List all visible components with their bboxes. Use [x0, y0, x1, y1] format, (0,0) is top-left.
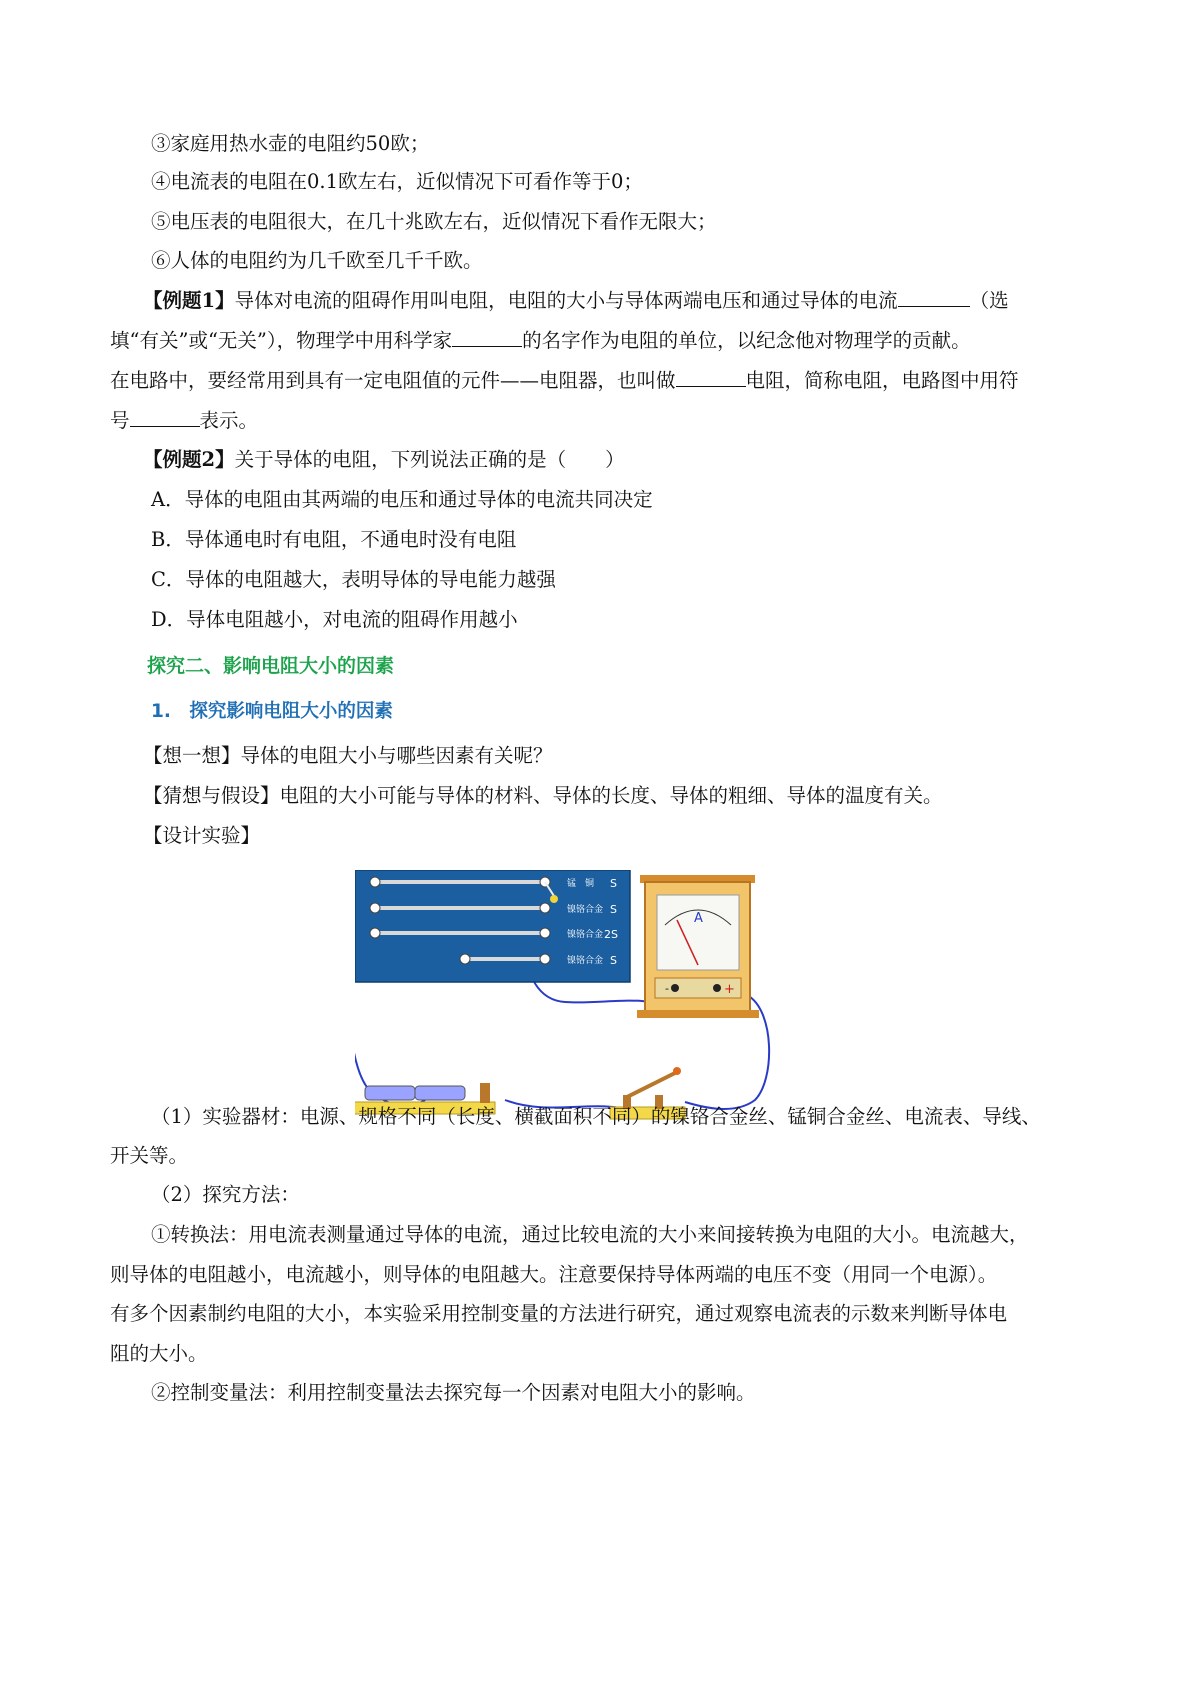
equipment-text: （1）实验器材：电源、规格不同（长度、横截面积不同）的镍铬合金丝、锰铜合金丝、电流表、导线、 [151, 1105, 1041, 1128]
example1-line2: 填“有关”或“无关”），物理学中用科学家 的名字作为电阻的单位，以纪念他对物理学的贡献。 [110, 326, 971, 355]
design-heading: 【设计实验】 [143, 824, 261, 847]
example1-line4: 号 表示。 [110, 406, 258, 435]
example1-line3: 在电路中，要经常用到具有一定电阻值的元件——电阻器，也叫做 电阻，简称电阻，电路图中用符 [110, 366, 1019, 395]
example2-label: 【例题2】 [143, 448, 235, 471]
hypothesis-text: 【猜想与假设】电阻的大小可能与导体的材料、导体的长度、导体的粗细、导体的温度有关。 [143, 784, 943, 807]
answer-blank[interactable] [676, 366, 746, 387]
board-label: 镍铬合金 [567, 930, 604, 940]
meter-letter: A [694, 911, 703, 926]
answer-blank[interactable] [898, 286, 970, 307]
board-size: S [610, 954, 617, 967]
meter-plus: + [724, 982, 735, 997]
list-item: ⑥人体的电阻约为几千欧至几千千欧。 [151, 249, 483, 272]
example1-label: 【例题1】 [143, 289, 235, 312]
board-label: 镍铬合金 [567, 956, 604, 966]
method-title: （2）探究方法： [151, 1183, 300, 1206]
subsection-title: 1. 探究影响电阻大小的因素 [151, 701, 393, 722]
board-label: 锰 铜 [567, 879, 595, 889]
equipment-text-cont: 开关等。 [110, 1144, 189, 1167]
ammeter [637, 875, 759, 1018]
method1-line: 阻的大小。 [110, 1342, 208, 1365]
option-b[interactable]: B．导体通电时有电阻，不通电时没有电阻 [151, 528, 517, 551]
section-title: 探究二、影响电阻大小的因素 [147, 655, 395, 677]
list-item: ⑤电压表的电阻很大，在几十兆欧左右，近似情况下看作无限大； [151, 210, 717, 233]
board-size: S [610, 903, 617, 916]
option-d[interactable]: D．导体电阻越小，对电流的阻碍作用越小 [151, 608, 518, 631]
clip-icon [550, 895, 558, 903]
method1-line: 则导体的电阻越小，电流越小，则导体的电阻越大。注意要保持导体两端的电压不变（用同一个电源）。 [110, 1263, 998, 1286]
think-prompt: 【想一想】导体的电阻大小与哪些因素有关呢？ [143, 744, 553, 767]
board-size: 2S [604, 928, 618, 941]
example1-line1: 【例题1】导体对电流的阻碍作用叫电阻，电阻的大小与导体两端电压和通过导体的电流 （选 [143, 286, 1009, 315]
battery-icon [415, 1086, 465, 1100]
answer-blank[interactable] [130, 406, 200, 427]
board-size: S [610, 877, 617, 890]
battery-icon [365, 1086, 415, 1100]
board-label: 镍铬合金 [567, 905, 604, 915]
meter-minus: - [665, 982, 669, 995]
method1-line: 有多个因素制约电阻的大小，本实验采用控制变量的方法进行研究，通过观察电流表的示数来判断导体电 [110, 1302, 1008, 1325]
method1-line: ①转换法：用电流表测量通过导体的电流，通过比较电流的大小来间接转换为电阻的大小。电流越大， [151, 1223, 1029, 1246]
option-c[interactable]: C．导体的电阻越大，表明导体的导电能力越强 [151, 568, 556, 591]
example2-stem: 【例题2】关于导体的电阻，下列说法正确的是（ ） [143, 448, 625, 471]
method2-line: ②控制变量法：利用控制变量法去探究每一个因素对电阻大小的影响。 [151, 1381, 756, 1404]
list-item: ④电流表的电阻在0.1欧左右，近似情况下可看作等于0； [151, 170, 643, 193]
wire-board [355, 870, 630, 982]
option-a[interactable]: A．导体的电阻由其两端的电压和通过导体的电流共同决定 [151, 488, 653, 511]
list-item: ③家庭用热水壶的电阻约50欧； [151, 132, 430, 155]
answer-blank[interactable] [452, 326, 522, 347]
